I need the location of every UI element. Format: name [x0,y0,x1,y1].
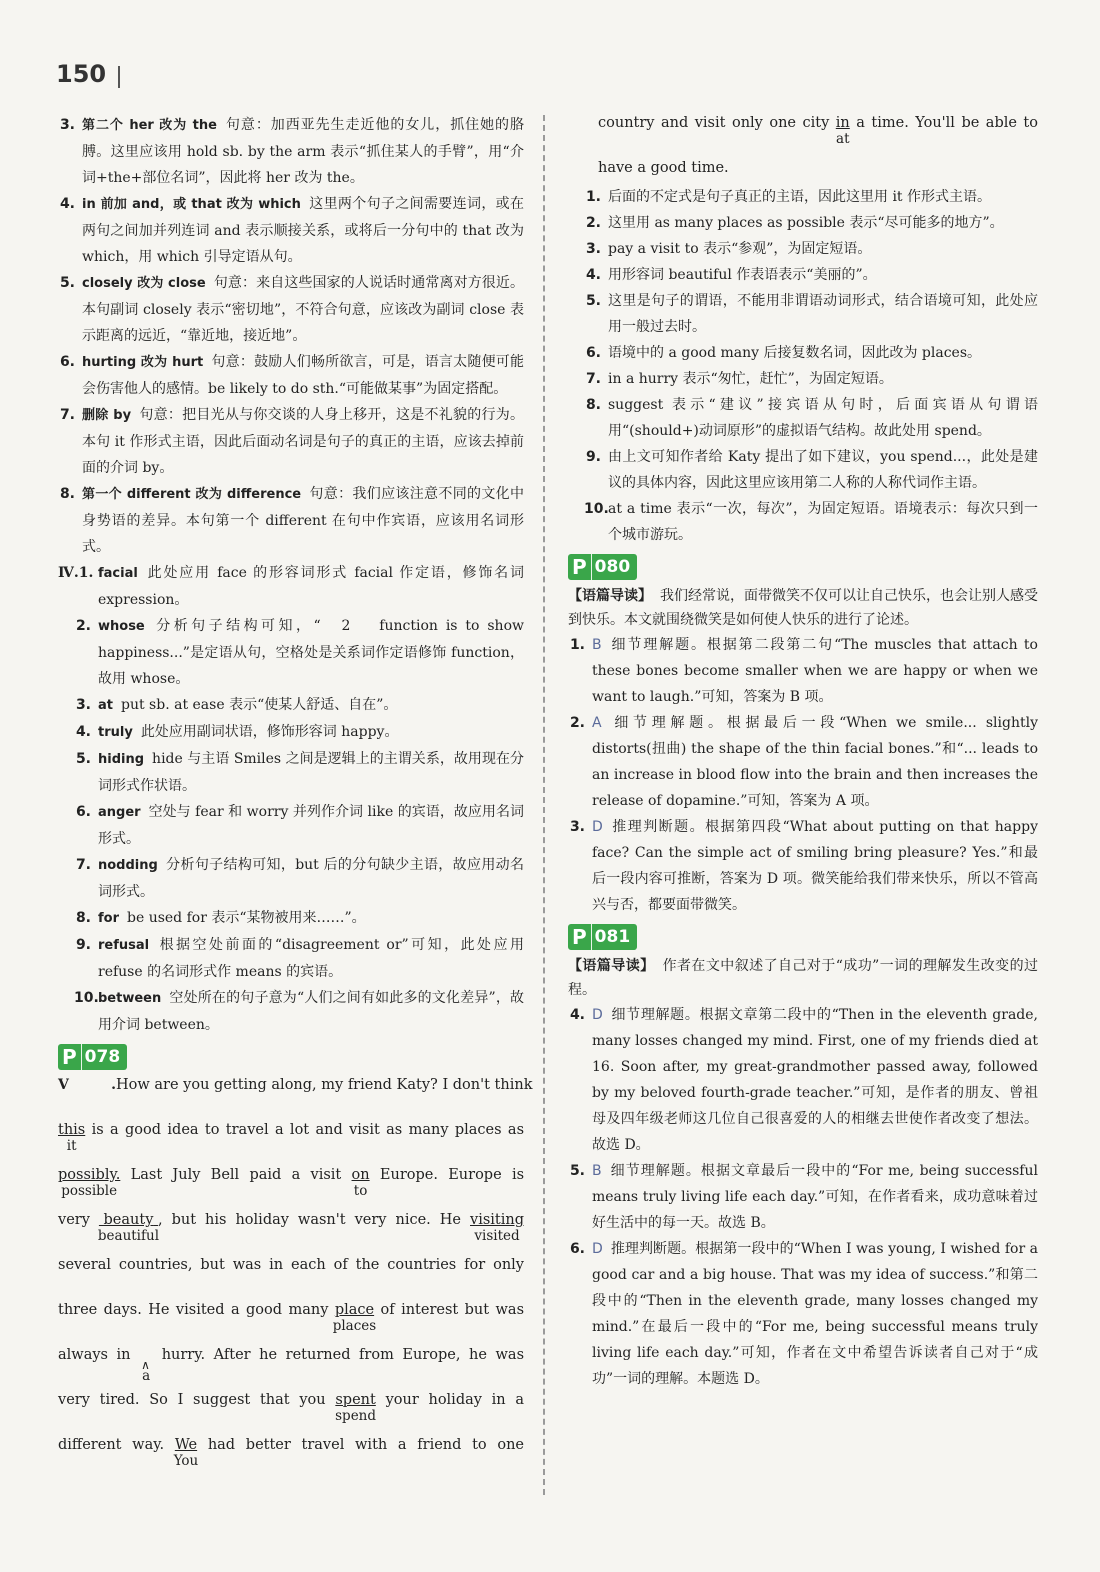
answer-item [58,481,524,560]
answer-item [58,932,524,985]
answer-text [98,905,524,932]
p078-badge [58,1044,127,1070]
passage-text: had better travel with a friend to one [207,1437,525,1453]
answer-text [608,496,1038,548]
answer-text [98,799,524,852]
answer-text [608,340,1038,366]
correction-passage-continued [568,112,1038,180]
answer-explanation: 这里用 as many places as possible 表示“尽可能多的地方”。 [608,215,1004,231]
answer-explanation: 句意：鼓励人们畅所欲言，可是，语言太随便可能会伤害他人的感情。be likely to do sth.“可能做某事”为固定搭配。 [82,354,525,397]
answer-item [568,288,1038,340]
passage-line [58,1209,524,1244]
answer-text [592,1236,1038,1392]
error-word: possibly. possible [58,1167,121,1199]
answer-text [82,481,524,560]
item-number: 3. [585,241,601,257]
passage-line [58,1254,524,1277]
answer-text [98,560,524,613]
answer-explanation: 细节理解题。根据文章最后一段中的“For me, being successful means truly living life each day.”可知，在作者看来，成功意味着过好生活中的每一天。故选 B。 [592,1163,1038,1231]
item-number: 7. [75,857,91,873]
answer-item [568,1158,1038,1236]
passage-line [58,1164,525,1199]
answer-explanation: pay a visit to 表示“参观”，为固定短语。 [608,241,872,257]
correction-word: spend [335,1408,377,1424]
passage-text: hurry. After he returned from Europe, he was [161,1347,525,1363]
item-number: 3. [75,697,91,713]
guide-label: 【语篇导读】 [568,958,655,974]
p-number: 078 [81,1044,128,1070]
passage-line [58,1389,525,1424]
answer-text [608,288,1038,340]
answer-explanation: 此处应用 face 的形容词形式 facial 作定语，修饰名词 expression。 [98,565,524,608]
answer-text [608,184,1038,210]
answer-explanation: 空处与 fear 和 worry 并列作介词 like 的宾语，故应用名词形式。 [98,804,524,847]
passage-text: Last July Bell paid a visit [130,1167,342,1183]
answer-keyword: nodding [98,858,158,873]
answer-text [592,1002,1038,1158]
answer-text [82,349,524,402]
answer-item [58,852,524,905]
answer-text [82,402,524,481]
passage-line [58,1119,525,1154]
answer-explanation: 根据空处前面的“disagreement or”可知，此处应用 refuse 的名词形式作 means 的宾语。 [98,937,524,980]
answer-text [608,236,1038,262]
correction-word: beautiful [97,1228,160,1244]
item-number: 6. [59,354,75,370]
answer-keyword: 第二个 her 改为 the [82,118,217,133]
answer-explanation: 推理判断题。根据第一段中的“When I was young, I wished for a good car and a big house. That was my idea of success.”和第二段中的“Then in the eleventh grade, many losses changed my mind.”在最后一段中的“For me, being successful means truly living life each day.”可知，作者在文中希望告诉读者自己对于“成功”一词的理解。本题选 D。 [592,1241,1038,1387]
answer-explanation: put sb. at ease 表示“使某人舒适、自在”。 [121,697,398,713]
answer-explanation: suggest 表示“建议”接宾语从句时，后面宾语从句谓语用“(should+)动词原形”的虚拟语气结构。故此处用 spend。 [608,397,1038,439]
answer-explanation: 由上文可知作者给 Katy 提出了如下建议，you spend...，此处是建议的具体内容，因此这里应该用第二人称的人称代词作主语。 [608,449,1038,491]
answer-explanation: 空处所在的句子意为“人们之间有如此多的文化差异”，故用介词 between。 [98,990,524,1033]
error-word: visiting visited [470,1212,524,1244]
column-divider [543,115,545,1495]
item-number: 8. [59,486,75,502]
answer-text [98,985,524,1038]
answer-text [608,210,1038,236]
answer-explanation: 分析句子结构可知，but 后的分句缺少主语，故应用动名词形式。 [98,857,524,900]
answer-choice: B [592,637,602,653]
answer-item [568,496,1038,548]
answer-text [82,112,524,191]
p080-header [568,550,1038,584]
item-number: 2. [569,715,585,731]
answer-keyword: facial [98,566,138,581]
answer-item [58,799,524,852]
guide-text: 作者在文中叙述了自己对于“成功”一词的理解发生改变的过程。 [568,958,1038,998]
answer-item [58,746,524,799]
error-word: this it [58,1122,86,1154]
passage-line [598,157,1038,180]
passage-line [58,1299,525,1334]
answer-text [592,814,1038,918]
p-label: P [568,554,591,580]
correction-word: to [353,1183,368,1199]
passage-text: very tired. So I suggest that you [58,1392,326,1408]
p-label: P [58,1044,81,1070]
left-column [58,112,533,1479]
answer-text [82,270,524,349]
passage-line [58,1434,525,1469]
p078-header [58,1040,524,1074]
item-number: 1. [585,189,601,205]
answer-keyword: hiding [98,752,145,767]
item-number: 3. [59,117,75,133]
error-word: place places [332,1302,377,1334]
answer-explanation: in a hurry 表示“匆忙，赶忙”，为固定短语。 [608,371,893,387]
section5-explanations [568,184,1038,548]
answer-item [568,262,1038,288]
answer-text [98,852,524,905]
answer-item [58,112,524,191]
item-number: 4. [569,1007,585,1023]
guide-label: 【语篇导读】 [568,588,652,604]
answer-explanation: 这里两个句子之间需要连词，或在两句之间加并列连词 and 表示顺接关系，或将后一分句中的 that 改为 which，用 which 引导定语从句。 [82,196,525,265]
answer-explanation: 细节理解题。根据文章第二段中的“Then in the eleventh grade, many losses changed my mind. First, one of my friends died at 16. Soon after, my great-grandmother passed away, followed by my beloved fourth-grade teacher.”可知，是作者的朋友、曾祖母及四年级老师这几位自己很喜爱的人的相继去世使作者改变了想法。故选 D。 [592,1007,1038,1153]
answer-keyword: whose [98,619,145,634]
answer-text [98,692,524,719]
answer-text [82,191,524,270]
answer-text [608,392,1038,444]
answer-explanation: 句意：我们应该注意不同的文化中身势语的差异。本句第一个 different 在句中作宾语，应该用名词形式。 [82,486,524,555]
answer-keyword: closely 改为 close [82,276,206,291]
p081-header [568,920,1038,954]
answer-explanation: 推理判断题。根据第四段“What about putting on that happy face? Can the simple act of smiling bring pleasure? Yes.”和最后一段内容可推断，答案为 D 项。微笑能给我们带来快乐，所以不管高兴与否，都要面带微笑。 [592,819,1038,913]
item-number: 5. [569,1163,585,1179]
answer-explanation: 语境中的 a good many 后接复数名词，因此改为 places。 [608,345,982,361]
answer-item [568,392,1038,444]
answer-item [58,692,524,719]
answer-text [98,746,524,799]
passage-text: How are you getting along, my friend Katy? I don't think [116,1077,533,1093]
item-number: 10. [584,501,609,517]
passage-line [58,1074,533,1097]
answer-explanation: hide 与主语 Smiles 之间是逻辑上的主谓关系，故用现在分词形式作状语。 [98,751,524,794]
item-number: 9. [585,449,601,465]
answer-item [58,270,524,349]
correction-word: visited [474,1228,520,1244]
answer-item [568,444,1038,496]
answer-item [568,710,1038,814]
correction-word: places [332,1318,377,1334]
insert-caret [139,1344,153,1384]
correction-word: at [836,131,850,147]
answer-explanation: 后面的不定式是句子真正的主语，因此这里用 it 作形式主语。 [608,189,992,205]
answer-text [592,1158,1038,1236]
passage-line [598,112,1038,147]
item-number: 5. [585,293,601,309]
answer-explanation: 句意：来自这些国家的人说话时通常离对方很近。本句副词 closely 表示“密切地”，不符合句意，应该改为副词 close 表示距离的远近，“靠近地，接近地”。 [82,275,525,344]
answer-text [98,719,524,746]
p081-badge [568,924,637,950]
answer-item [58,985,524,1038]
item-number: 3. [569,819,585,835]
answer-keyword: in 前加 and，或 that 改为 which [82,197,301,212]
correction-word: ∧ a [142,1368,151,1384]
answer-item [568,1236,1038,1392]
p080-badge [568,554,637,580]
answer-text [608,444,1038,496]
answer-item [568,1002,1038,1158]
answer-keyword: truly [98,725,133,740]
answer-item [568,184,1038,210]
p081-answers [568,1002,1038,1392]
item-number: 4. [585,267,601,283]
page-number: 150 [56,60,107,88]
passage-text: very [58,1212,90,1228]
answer-item [58,349,524,402]
answer-item [568,210,1038,236]
answer-item [568,236,1038,262]
item-number: 10. [74,990,99,1006]
passage-line [58,1344,525,1384]
answer-keyword: 第一个 different 改为 difference [82,487,302,502]
right-column [568,112,1038,1392]
passage-text: of interest but was [380,1302,525,1318]
item-number: 8. [75,910,91,926]
answer-text [608,366,1038,392]
answer-explanation: at a time 表示“一次，每次”，为固定短语。语境表示：每次只到一个城市游玩。 [608,501,1038,543]
answer-keyword: at [98,698,113,713]
answer-choice: D [592,819,603,835]
answer-explanation: 细节理解题。根据第二段第二句“The muscles that attach to these bones become smaller when we are happy or when we want to laugh.”可知，答案为 B 项。 [592,637,1038,705]
answer-choice: A [592,715,602,731]
section4-first [58,560,524,613]
answer-explanation: 用形容词 beautiful 作表语表示“美丽的”。 [608,267,877,283]
passage-text: three days. He visited a good many [58,1302,329,1318]
answer-choice: D [592,1007,603,1023]
item-number: 9. [75,937,91,953]
error-word: on to [351,1167,370,1199]
p-label: P [568,924,591,950]
p-number: 081 [591,924,638,950]
answer-explanation: 句意：加西亚先生走近他的女儿，抓住她的胳膊。这里应该用 hold sb. by the arm 表示“抓住某人的手臂”，用“介词+the+部位名词”，因此将 her 改为 the。 [82,117,524,186]
p081-guide [568,954,1038,1002]
answer-explanation: 此处应用副词状语，修饰形容词 happy。 [140,724,399,740]
answer-text [98,613,524,692]
answer-item [568,340,1038,366]
answer-explanation: be used for 表示“某物被用来……”。 [127,910,366,926]
passage-text: country and visit only one city [598,115,830,131]
answer-item [58,905,524,932]
guide-text: 我们经常说，面带微笑不仅可以让自己快乐，也会让别人感受到快乐。本文就围绕微笑是如何使人快乐的进行了论述。 [568,588,1038,628]
item-number: 6. [569,1241,585,1257]
error-word: in at [835,115,850,147]
answer-item [568,366,1038,392]
answer-text [592,710,1038,814]
error-word: spent spend [335,1392,377,1424]
correction-word: it [66,1138,77,1154]
passage-text: have a good time. [598,160,729,176]
error-word: beauty beautiful [97,1212,160,1244]
item-number: 6. [585,345,601,361]
answer-item [568,632,1038,710]
section4-answers [58,613,524,1038]
item-number: 2. [585,215,601,231]
item-number: 2. [75,618,91,634]
answer-keyword: hurting 改为 hurt [82,355,204,370]
item-number: 5. [75,751,91,767]
answer-item [58,613,524,692]
item-number: 4. [75,724,91,740]
passage-text: Europe. Europe is [379,1167,525,1183]
answer-item [58,402,524,481]
item-number: 7. [585,371,601,387]
passage-text: different way. [58,1437,165,1453]
answer-item [58,191,524,270]
answer-keyword: refusal [98,938,150,953]
answer-explanation: 这里是句子的谓语，不能用非谓语动词形式，结合语境可知，此处应用一般过去时。 [608,293,1038,335]
item-number: 7. [59,407,75,423]
item-number: 8. [585,397,601,413]
answer-keyword: 删除 by [82,408,132,423]
error-word: We You [173,1437,199,1469]
passage-text: always in [58,1347,131,1363]
passage-text: your holiday in a [385,1392,525,1408]
answer-text [98,932,524,985]
answer-text [608,262,1038,288]
answer-keyword: anger [98,805,141,820]
item-number: 4. [59,196,75,212]
answer-text [592,632,1038,710]
answer-choice: D [592,1241,603,1257]
answer-item [58,719,524,746]
answer-explanation: 句意：把目光从与你交谈的人身上移开，这是不礼貌的行为。本句 it 作形式主语，因此后面动名词是句子的真正的主语，应该去掉前面的介词 by。 [82,407,524,476]
page-number-separator [118,66,120,88]
answer-explanation: 分析句子结构可知，“ 2 function is to show happiness...”是定语从句，空格处是关系词作定语修饰 function，故用 whose。 [98,618,524,687]
item-number: 5. [59,275,75,291]
answer-choice: B [592,1163,602,1179]
p080-guide [568,584,1038,632]
correction-passage [58,1074,533,1469]
section3-answers [58,112,524,560]
answer-explanation: 细节理解题。根据最后一段“When we smile... slightly distorts(扭曲) the shape of the thin facial bones.”和“... leads to an increase in blood flow into the brain and then increases the release of dopamine.”可知，答案为 A 项。 [592,715,1038,809]
passage-text: several countries, but was in each of the countries for only [58,1257,524,1273]
section5-roman: Ⅴ. [58,1077,116,1093]
passage-text: , but his holiday wasn't very nice. He [158,1212,461,1228]
correction-word: You [173,1453,199,1469]
answer-keyword: for [98,911,119,926]
passage-text: a time. You'll be able to [856,115,1038,131]
correction-word: possible [61,1183,118,1199]
item-number: 6. [75,804,91,820]
passage-text: is a good idea to travel a lot and visit as many places as [91,1122,525,1138]
answer-keyword: between [98,991,162,1006]
p080-answers [568,632,1038,918]
answer-item [568,814,1038,918]
item-number: 1. [569,637,585,653]
section4-roman: Ⅳ.1. [58,565,94,581]
p-number: 080 [591,554,638,580]
